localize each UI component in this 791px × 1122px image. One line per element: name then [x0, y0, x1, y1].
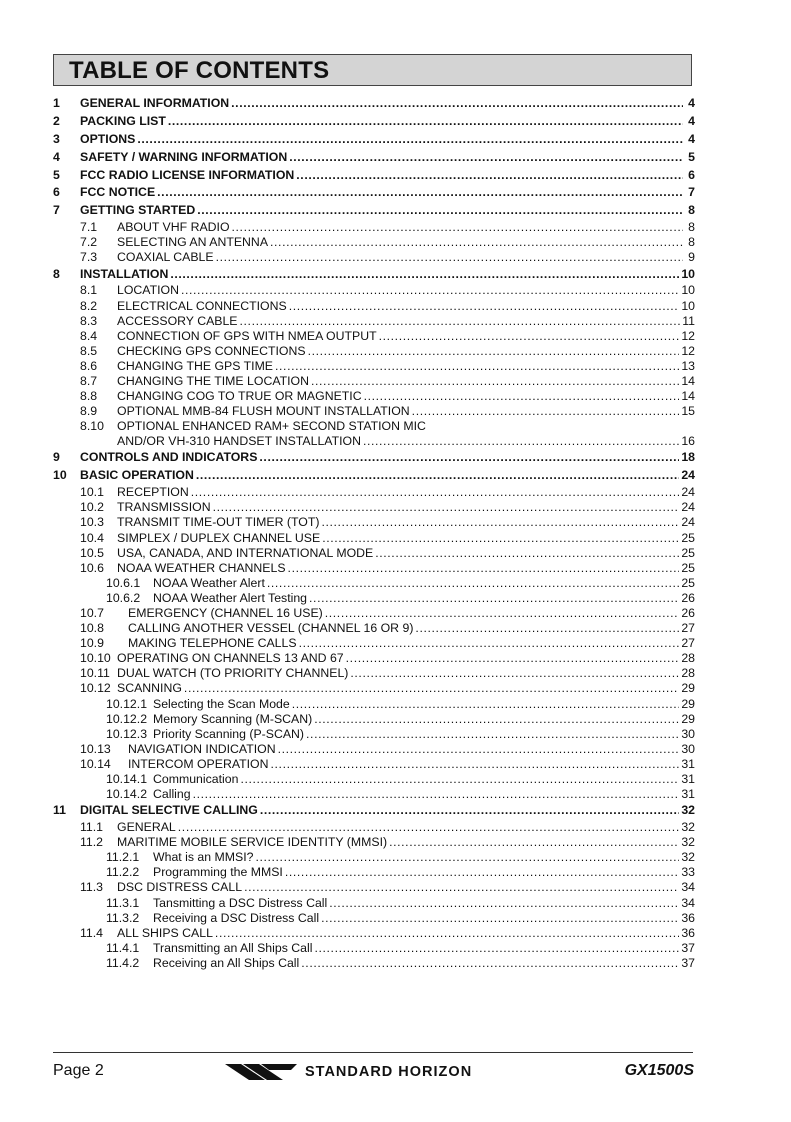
- toc-entry-title: DSC DISTRESS CALL: [117, 880, 243, 895]
- footer-page-number: Page 2: [53, 1062, 104, 1079]
- toc-leader-dots: [193, 787, 680, 802]
- toc-entry-number: 8.4: [80, 328, 98, 343]
- toc-entry: [53, 266, 695, 284]
- toc-leader-dots: [363, 434, 679, 449]
- toc-entry-number: 10: [53, 468, 67, 483]
- toc-entry-title: INTERCOM OPERATION: [128, 756, 269, 771]
- toc-leader-dots: [379, 329, 680, 344]
- toc-entry-page: 31: [681, 772, 695, 786]
- toc-entry-number: 10.12.2: [106, 711, 148, 726]
- toc-entry-page: 31: [681, 787, 695, 802]
- toc-entry: [53, 896, 695, 911]
- toc-entry: [53, 606, 695, 621]
- toc-entry-number: 11.4.1: [106, 940, 140, 955]
- toc-entry-number: 5: [53, 167, 60, 182]
- toc-entry-number: 10.14: [80, 756, 111, 771]
- toc-entry-page: 4: [688, 96, 695, 110]
- toc-leader-dots: [232, 220, 683, 235]
- toc-leader-dots: [213, 500, 680, 515]
- toc-entry: [53, 636, 695, 651]
- toc-entry: [53, 546, 695, 561]
- toc-entry-title: NOAA Weather Alert: [153, 575, 265, 590]
- toc-entry-page: 29: [681, 696, 695, 711]
- toc-entry-number: 10.6.1: [106, 575, 141, 590]
- toc-entry: [53, 374, 695, 389]
- table-of-contents: [53, 95, 695, 971]
- toc-entry-title: ELECTRICAL CONNECTIONS: [117, 298, 287, 313]
- toc-entry: [53, 314, 695, 329]
- brand-name: STANDARD HORIZON: [305, 1064, 473, 1080]
- toc-leader-dots: [325, 606, 680, 621]
- toc-entry-page: 34: [681, 880, 695, 895]
- toc-entry: [53, 880, 695, 895]
- toc-entry-page: 37: [681, 955, 695, 970]
- toc-entry-title: Communication: [153, 772, 239, 786]
- toc-entry-number: 8.3: [80, 313, 98, 328]
- toc-entry-page: 12: [681, 328, 695, 343]
- toc-leader-dots: [231, 95, 683, 113]
- toc-entry-page: 37: [681, 940, 695, 955]
- toc-entry-number: 10.12: [80, 681, 111, 696]
- toc-entry-number: 4: [53, 149, 60, 164]
- toc-entry-page: 30: [681, 741, 695, 756]
- toc-entry-number: 7: [53, 203, 60, 218]
- toc-entry-title: GENERAL: [117, 820, 176, 835]
- toc-leader-dots: [240, 772, 679, 787]
- toc-entry-page: 32: [681, 803, 695, 818]
- toc-entry: [53, 434, 695, 449]
- toc-entry-number: 8.8: [80, 389, 98, 404]
- toc-entry-number: 3: [53, 131, 60, 146]
- toc-entry: [53, 666, 695, 681]
- toc-entry-title: NOAA Weather Alert Testing: [153, 590, 308, 605]
- toc-entry: [53, 576, 695, 591]
- toc-leader-dots: [314, 712, 679, 727]
- toc-entry: [53, 787, 695, 802]
- toc-entry-page: 33: [681, 865, 695, 880]
- toc-entry-number: 10.7: [80, 605, 104, 620]
- toc-leader-dots: [346, 651, 680, 666]
- toc-entry: [53, 956, 695, 971]
- toc-entry: [53, 419, 695, 434]
- toc-entry: [53, 113, 695, 131]
- toc-entry-title: Receiving a DSC Distress Call: [153, 910, 320, 925]
- toc-entry-title: SAFETY / WARNING INFORMATION: [80, 149, 288, 164]
- toc-entry-page: 25: [681, 560, 695, 575]
- toc-entry-page: 24: [681, 485, 695, 500]
- toc-entry: [53, 283, 695, 298]
- toc-entry-number: 11.2: [80, 835, 104, 850]
- toc-leader-dots: [321, 515, 679, 530]
- toc-entry-title: RECEPTION: [117, 485, 189, 500]
- toc-entry-title: LOCATION: [117, 283, 179, 298]
- toc-entry-number: 7.1: [80, 220, 98, 235]
- toc-entry: [53, 591, 695, 606]
- toc-entry-title: NAVIGATION INDICATION: [128, 741, 276, 756]
- toc-leader-dots: [270, 235, 683, 250]
- toc-entry-number: 10.8: [80, 621, 104, 636]
- toc-entry-title: PACKING LIST: [80, 113, 166, 128]
- toc-entry-number: 8.7: [80, 373, 98, 388]
- toc-leader-dots: [170, 266, 679, 284]
- toc-entry-page: 26: [681, 590, 695, 605]
- toc-leader-dots: [215, 926, 679, 941]
- toc-entry-page: 4: [688, 131, 695, 146]
- toc-entry-number: 8.2: [80, 298, 98, 313]
- toc-entry: [53, 697, 695, 712]
- toc-leader-dots: [301, 956, 679, 971]
- toc-entry-title: MARITIME MOBILE SERVICE IDENTITY (MMSI): [117, 835, 388, 850]
- toc-leader-dots: [168, 113, 683, 131]
- toc-entry: [53, 449, 695, 467]
- toc-entry-title: USA, CANADA, AND INTERNATIONAL MODE: [117, 545, 374, 560]
- toc-entry-page: 30: [681, 726, 695, 741]
- toc-leader-dots: [322, 531, 679, 546]
- toc-leader-dots: [311, 374, 679, 389]
- toc-leader-dots: [240, 314, 681, 329]
- toc-entry-page: 24: [681, 468, 695, 483]
- toc-entry: [53, 250, 695, 265]
- toc-entry-title: GENERAL INFORMATION: [80, 96, 230, 110]
- toc-entry-title: FCC NOTICE: [80, 185, 156, 200]
- toc-entry-number: 6: [53, 185, 60, 200]
- toc-entry-title: FCC RADIO LICENSE INFORMATION: [80, 167, 295, 182]
- toc-entry-title: EMERGENCY (CHANNEL 16 USE): [128, 605, 323, 620]
- footer-divider: [53, 1052, 693, 1053]
- toc-entry-title: Priority Scanning (P-SCAN): [153, 726, 305, 741]
- toc-entry-number: 10.13: [80, 741, 111, 756]
- toc-entry: [53, 344, 695, 359]
- toc-entry: [53, 515, 695, 530]
- toc-leader-dots: [196, 467, 679, 485]
- toc-leader-dots: [275, 359, 679, 374]
- toc-entry-number: 10.11: [80, 666, 110, 681]
- toc-entry: [53, 220, 695, 235]
- toc-entry: [53, 359, 695, 374]
- toc-entry-page: 32: [681, 820, 695, 835]
- toc-entry-page: 31: [681, 756, 695, 771]
- toc-entry-number: 2: [53, 113, 60, 128]
- toc-leader-dots: [321, 911, 679, 926]
- toc-leader-dots: [244, 880, 679, 895]
- toc-leader-dots: [181, 283, 679, 298]
- toc-entry-page: 32: [681, 850, 695, 865]
- toc-entry-title: NOAA WEATHER CHANNELS: [117, 560, 286, 575]
- toc-entry-title: GETTING STARTED: [80, 203, 196, 218]
- toc-leader-dots: [137, 131, 683, 149]
- toc-entry-page: 9: [688, 250, 695, 265]
- toc-entry-page: 11: [682, 313, 695, 328]
- toc-entry-title: TRANSMISSION: [117, 500, 211, 515]
- toc-leader-dots: [415, 621, 679, 636]
- toc-entry-page: 28: [681, 651, 695, 666]
- toc-entry-title: ABOUT VHF RADIO: [117, 220, 230, 235]
- toc-entry: [53, 389, 695, 404]
- toc-entry-number: 8: [53, 266, 60, 281]
- toc-entry-title: OPERATING ON CHANNELS 13 AND 67: [117, 651, 344, 666]
- toc-entry-page: 24: [681, 515, 695, 530]
- toc-entry: [53, 681, 695, 696]
- toc-entry-number: 10.5: [80, 545, 104, 560]
- toc-entry-title: Transmitting an All Ships Call: [153, 940, 313, 955]
- toc-entry-number: 10.6: [80, 560, 104, 575]
- toc-entry-number: 10.3: [80, 515, 104, 530]
- toc-leader-dots: [296, 167, 683, 185]
- toc-entry-number: 10.1: [80, 485, 104, 500]
- toc-entry-number: 9: [53, 450, 60, 465]
- toc-leader-dots: [308, 344, 680, 359]
- toc-leader-dots: [157, 184, 683, 202]
- toc-leader-dots: [278, 742, 680, 757]
- toc-entry-title: ALL SHIPS CALL: [117, 925, 213, 940]
- toc-leader-dots: [191, 485, 680, 500]
- toc-entry-number: 10.9: [80, 636, 104, 651]
- toc-leader-dots: [309, 591, 679, 606]
- toc-entry-page: 29: [681, 681, 695, 696]
- toc-entry-page: 26: [681, 605, 695, 620]
- toc-entry: [53, 95, 695, 113]
- toc-entry-number: 8.10: [80, 419, 104, 434]
- toc-entry-title: OPTIONAL MMB-84 FLUSH MOUNT INSTALLATION: [117, 404, 410, 419]
- toc-entry-title: TRANSMIT TIME-OUT TIMER (TOT): [117, 515, 320, 530]
- toc-entry-title: BASIC OPERATION: [80, 468, 194, 483]
- toc-entry-title: DUAL WATCH (TO PRIORITY CHANNEL): [117, 666, 349, 681]
- toc-entry: [53, 802, 695, 820]
- toc-entry: [53, 131, 695, 149]
- toc-leader-dots: [299, 636, 680, 651]
- toc-entry-page: 13: [681, 358, 695, 373]
- toc-entry-page: 7: [688, 185, 695, 200]
- toc-entry-page: 25: [681, 545, 695, 560]
- toc-entry-page: 15: [681, 404, 695, 419]
- toc-entry-page: 14: [681, 373, 695, 388]
- toc-entry-number: 10.14.1: [106, 772, 148, 786]
- toc-entry-number: 7.3: [80, 250, 98, 265]
- toc-entry-number: 1: [53, 96, 60, 110]
- toc-entry-number: 10.4: [80, 530, 104, 545]
- toc-entry-title: INSTALLATION: [80, 266, 169, 281]
- toc-entry: [53, 835, 695, 850]
- toc-entry: [53, 202, 695, 220]
- toc-entry-title: AND/OR VH-310 HANDSET INSTALLATION: [117, 434, 361, 449]
- toc-entry-number: 11.2.2: [106, 865, 140, 880]
- toc-entry-number: 10.14.2: [106, 787, 148, 802]
- toc-entry-number: 10.2: [80, 500, 104, 515]
- toc-entry-title: Receiving an All Ships Call: [153, 955, 300, 970]
- toc-leader-dots: [289, 149, 683, 167]
- toc-entry-title: SIMPLEX / DUPLEX CHANNEL USE: [117, 530, 321, 545]
- toc-entry-title: CHECKING GPS CONNECTIONS: [117, 343, 306, 358]
- toc-entry-page: 10: [681, 298, 695, 313]
- toc-entry-title: CHANGING THE GPS TIME: [117, 358, 274, 373]
- toc-leader-dots: [329, 896, 679, 911]
- toc-entry-number: 10.10: [80, 651, 111, 666]
- standard-horizon-logo-icon: [225, 1062, 297, 1082]
- toc-entry-title: Programming the MMSI: [153, 865, 283, 880]
- toc-entry-page: 24: [681, 500, 695, 515]
- toc-entry-number: 8.1: [80, 283, 98, 298]
- toc-entry-number: 11.3.2: [106, 910, 140, 925]
- toc-entry-title: SELECTING AN ANTENNA: [117, 235, 269, 250]
- toc-entry-page: 10: [681, 283, 695, 298]
- toc-leader-dots: [364, 389, 680, 404]
- toc-entry: [53, 651, 695, 666]
- toc-entry-number: 10.12.3: [106, 726, 148, 741]
- toc-entry: [53, 727, 695, 742]
- footer-brand: [225, 1062, 472, 1082]
- toc-entry: [53, 621, 695, 636]
- toc-entry-number: 11.3: [80, 880, 104, 895]
- toc-entry-page: 25: [681, 530, 695, 545]
- toc-leader-dots: [350, 666, 679, 681]
- toc-entry-page: 8: [688, 220, 695, 235]
- toc-entry-page: 18: [681, 450, 695, 465]
- toc-entry-number: 11.4.2: [106, 955, 140, 970]
- toc-leader-dots: [255, 850, 679, 865]
- toc-entry-title: SCANNING: [117, 681, 182, 696]
- toc-entry-number: 11.2.1: [106, 850, 140, 865]
- toc-entry-title: DIGITAL SELECTIVE CALLING: [80, 803, 258, 818]
- toc-leader-dots: [292, 697, 680, 712]
- toc-entry-page: 5: [688, 149, 695, 164]
- toc-entry-page: 12: [681, 343, 695, 358]
- toc-entry-number: 7.2: [80, 235, 98, 250]
- toc-entry-title: Memory Scanning (M-SCAN): [153, 711, 313, 726]
- toc-entry-page: 8: [688, 235, 695, 250]
- toc-entry-number: 11: [53, 803, 66, 818]
- toc-entry-number: 11.3.1: [106, 895, 140, 910]
- toc-entry-number: 10.12.1: [106, 696, 148, 711]
- toc-entry-page: 27: [681, 636, 695, 651]
- toc-entry: [53, 865, 695, 880]
- toc-entry-page: 34: [681, 895, 695, 910]
- toc-entry: [53, 149, 695, 167]
- toc-entry: [53, 531, 695, 546]
- toc-entry: [53, 235, 695, 250]
- toc-entry-title: CHANGING COG TO TRUE OR MAGNETIC: [117, 389, 362, 404]
- toc-entry: [53, 329, 695, 344]
- toc-entry-page: 29: [681, 711, 695, 726]
- toc-entry-number: 8.9: [80, 404, 98, 419]
- toc-entry-number: 8.5: [80, 343, 98, 358]
- toc-entry-page: 32: [681, 835, 695, 850]
- toc-entry: [53, 712, 695, 727]
- toc-entry: [53, 820, 695, 835]
- toc-leader-dots: [285, 865, 679, 880]
- toc-entry-title: Tansmitting a DSC Distress Call: [153, 895, 328, 910]
- toc-leader-dots: [271, 757, 680, 772]
- toc-entry: [53, 772, 695, 787]
- toc-leader-dots: [288, 561, 680, 576]
- toc-entry-page: 14: [681, 389, 695, 404]
- footer-model: GX1500S: [624, 1062, 694, 1079]
- toc-entry: [53, 167, 695, 185]
- toc-leader-dots: [197, 202, 683, 220]
- toc-entry-number: 11.1: [80, 820, 104, 835]
- toc-entry-number: 11.4: [80, 925, 104, 940]
- toc-entry: [53, 184, 695, 202]
- toc-entry-page: 6: [688, 167, 695, 182]
- toc-leader-dots: [260, 802, 679, 820]
- toc-entry: [53, 742, 695, 757]
- toc-entry: [53, 404, 695, 419]
- toc-entry-page: 8: [688, 203, 695, 218]
- toc-leader-dots: [314, 941, 679, 956]
- toc-leader-dots: [178, 820, 680, 835]
- toc-entry-page: 4: [688, 113, 695, 128]
- toc-entry-title: CHANGING THE TIME LOCATION: [117, 373, 309, 388]
- toc-entry-page: 27: [681, 621, 695, 636]
- toc-leader-dots: [216, 250, 683, 265]
- toc-entry-number: 8.6: [80, 358, 98, 373]
- toc-entry-page: 16: [681, 434, 695, 449]
- toc-entry: [53, 485, 695, 500]
- toc-entry-page: 28: [681, 666, 695, 681]
- toc-entry: [53, 926, 695, 941]
- toc-entry: [53, 850, 695, 865]
- toc-leader-dots: [289, 299, 680, 314]
- toc-leader-dots: [412, 404, 680, 419]
- toc-entry: [53, 941, 695, 956]
- toc-entry: [53, 911, 695, 926]
- toc-entry-page: 10: [681, 266, 695, 281]
- toc-entry-title: MAKING TELEPHONE CALLS: [128, 636, 297, 651]
- toc-entry-page: 36: [681, 910, 695, 925]
- toc-title-box: [53, 54, 692, 86]
- toc-entry: [53, 561, 695, 576]
- toc-entry-number: 10.6.2: [106, 590, 141, 605]
- toc-entry-title: What is an MMSI?: [153, 850, 254, 865]
- toc-entry: [53, 299, 695, 314]
- toc-leader-dots: [259, 449, 679, 467]
- toc-entry-title: Calling: [153, 787, 191, 802]
- toc-entry-title: ACCESSORY CABLE: [117, 313, 238, 328]
- toc-entry-title: CONNECTION OF GPS WITH NMEA OUTPUT: [117, 328, 377, 343]
- toc-leader-dots: [375, 546, 679, 561]
- toc-entry: [53, 757, 695, 772]
- toc-entry-page: 25: [681, 575, 695, 590]
- toc-leader-dots: [267, 576, 679, 591]
- page-title: TABLE OF CONTENTS: [69, 57, 330, 84]
- toc-entry-title: CONTROLS AND INDICATORS: [80, 450, 258, 465]
- toc-entry: [53, 500, 695, 515]
- toc-leader-dots: [184, 681, 679, 696]
- toc-entry-title: OPTIONS: [80, 131, 136, 146]
- toc-leader-dots: [306, 727, 679, 742]
- toc-entry-title: CALLING ANOTHER VESSEL (CHANNEL 16 OR 9): [128, 621, 414, 636]
- toc-entry-title: OPTIONAL ENHANCED RAM+ SECOND STATION MIC: [117, 419, 426, 434]
- toc-entry: [53, 467, 695, 485]
- toc-entry-title: COAXIAL CABLE: [117, 250, 214, 265]
- toc-leader-dots: [389, 835, 679, 850]
- toc-entry-title: Selecting the Scan Mode: [153, 696, 290, 711]
- toc-entry-page: 36: [681, 925, 695, 940]
